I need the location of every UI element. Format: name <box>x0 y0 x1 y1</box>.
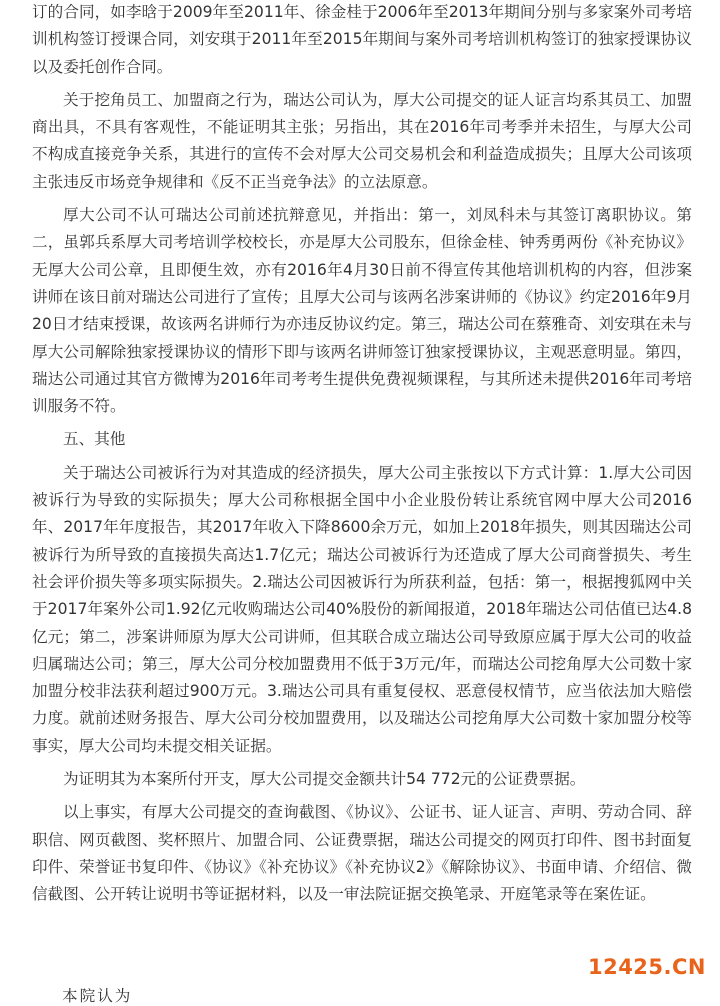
paragraph-5: 关于瑞达公司被诉行为对其造成的经济损失，厚大公司主张按以下方式计算：1.厚大公司因被诉行为导致的实际损失；厚大公司称根据全国中小企业股份转让系统官网中厚大公司2016年、2017年年度报告，其2017年收入下降8600余万元，如加上2018年损失，则其因瑞达公司被诉行为所导致的直接损失高达1.7亿元；瑞达公司被诉行为还造成了厚大公司商誉损失、考生社会评价损失等多项实际损失。2.瑞达公司因被诉行为所获利益，包括：第一，根据搜狐网中关于2017年案外公司1.92亿元收购瑞达公司40%股份的新闻报道，2018年瑞达公司估值已达4.8亿元；第二，涉案讲师原为厚大公司讲师，但其联合成立瑞达公司导致原应属于厚大公司的收益归属瑞达公司；第三，厚大公司分校加盟费用不低于3万元/年，而瑞达公司挖角厚大公司数十家加盟分校非法获利超过900万元。3.瑞达公司具有重复侵权、恶意侵权情节，应当依法加大赔偿力度。就前述财务报告、厚大公司分校加盟费用，以及瑞达公司挖角厚大公司数十家加盟分校等事实，厚大公司均未提交相关证据。 <box>32 463 692 755</box>
paragraph-3: 厚大公司不认可瑞达公司前述抗辩意见，并指出：第一，刘凤科未与其签订离职协议。第二，虽郭兵系厚大司考培训学校校长，亦是厚大公司股东，但徐金桂、钟秀勇两份《补充协议》无厚大公司公章，且即便生效，亦有2016年4月30日前不得宣传其他培训机构的内容，但涉案讲师在该日前对瑞达公司进行了宣传；且厚大公司与该两名涉案讲师的《协议》约定2016年9月20日才结束授课，故该两名讲师行为亦违反协议约定。第三，瑞达公司在蔡雅奇、刘安琪在未与厚大公司解除独家授课协议的情形下即与该两名讲师签订独家授课协议，主观恶意明显。第四，瑞达公司通过其官方微博为2016年司考考生提供免费视频课程，与其所述未提供2016年司考培训服务不符。 <box>32 206 692 416</box>
section-heading: 五、其他 <box>63 430 126 449</box>
paragraph-2: 关于挖角员工、加盟商之行为，瑞达公司认为，厚大公司提交的证人证言均系其员工、加盟商出具，不具有客观性，不能证明其主张；另指出，其在2016年司考季并未招生，与厚大公司不构成直接竞争关系，其进行的宣传不会对厚大公司交易机会和利益造成损失；且厚大公司该项主张违反市场竞争规律和《反不正当竞争法》的立法原意。 <box>32 90 692 191</box>
paragraph-6: 为证明其为本案所付开支，厚大公司提交金额共计54 772元的公证费票据。 <box>63 770 586 789</box>
watermark-suffix: .CN <box>663 955 706 979</box>
watermark-number: 12425 <box>587 955 664 979</box>
paragraph-7: 以上事实，有厚大公司提交的查询截图、《协议》、公证书、证人证言、声明、劳动合同、辞职信、网页截图、奖杯照片、加盟合同、公证费票据，瑞达公司提交的网页打印件、图书封面复印件、荣誉证书复印件、《协议》《补充协议》《补充协议2》《解除协议》、书面申请、介绍信、微信截图、公开转让说明书等证据材料，以及一审法院证据交换笔录、开庭笔录等在案佐证。 <box>32 803 692 904</box>
cut-off-line: 本院认为 <box>62 987 133 1005</box>
paragraph-1: 订的合同，如李晗于2009年至2011年、徐金桂于2006年至2013年期间分别与多家案外司考培训机构签订授课合同，刘安琪于2011年至2015年期间与案外司考培训机构签订的独家授课协议以及委托创作合同。 <box>32 3 692 76</box>
document-body <box>32 0 692 909</box>
site-watermark <box>586 955 708 979</box>
